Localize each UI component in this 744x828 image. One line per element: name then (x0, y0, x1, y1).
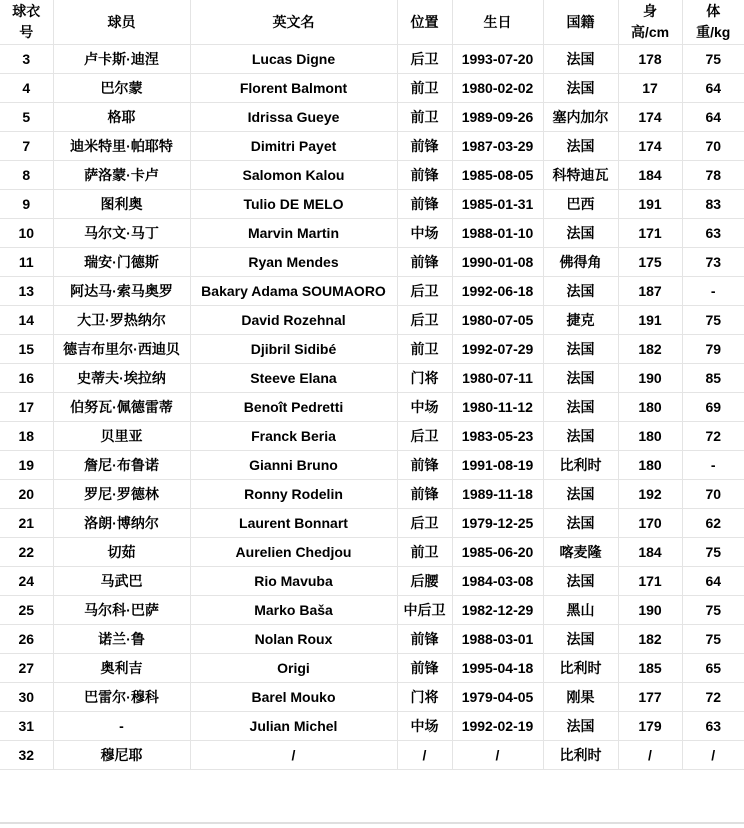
cell-height: 178 (618, 45, 682, 74)
table-row (0, 74, 744, 103)
cell-position: 前卫 (397, 335, 452, 364)
column-header-jersey: 球衣号 (0, 0, 53, 45)
cell-name-en: Franck Beria (190, 422, 397, 451)
cell-birthday: 1980-02-02 (452, 74, 543, 103)
table-row (0, 393, 744, 422)
cell-weight: 75 (682, 306, 744, 335)
cell-weight: 75 (682, 625, 744, 654)
cell-jersey: 8 (0, 161, 53, 190)
cell-position: 前卫 (397, 103, 452, 132)
cell-nationality: 比利时 (543, 741, 618, 770)
cell-position: 后卫 (397, 509, 452, 538)
cell-player: 贝里亚 (53, 422, 190, 451)
table-row (0, 480, 744, 509)
cell-nationality: 法国 (543, 480, 618, 509)
cell-player: 马尔科·巴萨 (53, 596, 190, 625)
table-body (0, 45, 744, 770)
cell-jersey: 3 (0, 45, 53, 74)
cell-height: 17 (618, 74, 682, 103)
cell-name-en: / (190, 741, 397, 770)
cell-jersey: 25 (0, 596, 53, 625)
column-header-position: 位置 (397, 0, 452, 45)
cell-name-en: Barel Mouko (190, 683, 397, 712)
cell-birthday: 1992-02-19 (452, 712, 543, 741)
cell-name-en: Benoît Pedretti (190, 393, 397, 422)
cell-nationality: 黑山 (543, 596, 618, 625)
cell-birthday: 1980-07-11 (452, 364, 543, 393)
cell-nationality: 塞内加尔 (543, 103, 618, 132)
cell-position: 后卫 (397, 422, 452, 451)
cell-player: - (53, 712, 190, 741)
cell-birthday: 1985-01-31 (452, 190, 543, 219)
cell-weight: 70 (682, 132, 744, 161)
cell-birthday: 1985-06-20 (452, 538, 543, 567)
table-row (0, 451, 744, 480)
table-row (0, 567, 744, 596)
cell-position: 前锋 (397, 190, 452, 219)
cell-height: 182 (618, 335, 682, 364)
cell-birthday: 1992-06-18 (452, 277, 543, 306)
cell-birthday: 1989-11-18 (452, 480, 543, 509)
cell-height: 182 (618, 625, 682, 654)
cell-jersey: 26 (0, 625, 53, 654)
cell-player: 萨洛蒙·卡卢 (53, 161, 190, 190)
table-row (0, 538, 744, 567)
cell-player: 穆尼耶 (53, 741, 190, 770)
header-row (0, 0, 744, 45)
cell-player: 詹尼·布鲁诺 (53, 451, 190, 480)
cell-player: 切茹 (53, 538, 190, 567)
cell-jersey: 32 (0, 741, 53, 770)
table-row (0, 306, 744, 335)
cell-weight: 62 (682, 509, 744, 538)
column-header-player: 球员 (53, 0, 190, 45)
cell-height: 190 (618, 596, 682, 625)
cell-weight: 83 (682, 190, 744, 219)
cell-player: 格耶 (53, 103, 190, 132)
cell-name-en: Tulio DE MELO (190, 190, 397, 219)
table-row (0, 248, 744, 277)
cell-name-en: Rio Mavuba (190, 567, 397, 596)
cell-name-en: Steeve Elana (190, 364, 397, 393)
cell-name-en: Gianni Bruno (190, 451, 397, 480)
table-row (0, 712, 744, 741)
cell-birthday: 1979-04-05 (452, 683, 543, 712)
table-row (0, 625, 744, 654)
cell-nationality: 佛得角 (543, 248, 618, 277)
cell-player: 罗尼·罗德林 (53, 480, 190, 509)
table-row (0, 45, 744, 74)
cell-birthday: 1988-03-01 (452, 625, 543, 654)
cell-weight: 72 (682, 683, 744, 712)
cell-position: / (397, 741, 452, 770)
cell-name-en: Djibril Sidibé (190, 335, 397, 364)
cell-birthday: 1982-12-29 (452, 596, 543, 625)
cell-nationality: 巴西 (543, 190, 618, 219)
cell-jersey: 19 (0, 451, 53, 480)
cell-weight: 73 (682, 248, 744, 277)
cell-position: 中后卫 (397, 596, 452, 625)
table-row (0, 335, 744, 364)
cell-nationality: 法国 (543, 277, 618, 306)
cell-jersey: 31 (0, 712, 53, 741)
cell-position: 前卫 (397, 74, 452, 103)
cell-height: 180 (618, 393, 682, 422)
cell-player: 马尔文·马丁 (53, 219, 190, 248)
cell-jersey: 4 (0, 74, 53, 103)
cell-position: 后卫 (397, 277, 452, 306)
cell-nationality: 法国 (543, 335, 618, 364)
cell-height: 180 (618, 451, 682, 480)
table-row (0, 190, 744, 219)
cell-nationality: 刚果 (543, 683, 618, 712)
cell-nationality: 比利时 (543, 654, 618, 683)
cell-jersey: 9 (0, 190, 53, 219)
cell-height: 175 (618, 248, 682, 277)
cell-birthday: 1980-07-05 (452, 306, 543, 335)
cell-name-en: Laurent Bonnart (190, 509, 397, 538)
cell-jersey: 7 (0, 132, 53, 161)
cell-birthday: 1992-07-29 (452, 335, 543, 364)
column-header-nationality: 国籍 (543, 0, 618, 45)
cell-weight: 64 (682, 567, 744, 596)
cell-birthday: 1991-08-19 (452, 451, 543, 480)
cell-jersey: 15 (0, 335, 53, 364)
cell-weight: 70 (682, 480, 744, 509)
cell-height: 190 (618, 364, 682, 393)
cell-player: 伯努瓦·佩德雷蒂 (53, 393, 190, 422)
cell-height: 174 (618, 132, 682, 161)
cell-nationality: 法国 (543, 567, 618, 596)
table-row (0, 654, 744, 683)
cell-weight: 72 (682, 422, 744, 451)
table-row (0, 422, 744, 451)
cell-weight: - (682, 277, 744, 306)
cell-player: 迪米特里·帕耶特 (53, 132, 190, 161)
cell-nationality: 法国 (543, 712, 618, 741)
column-header-birthday: 生日 (452, 0, 543, 45)
cell-jersey: 14 (0, 306, 53, 335)
cell-height: 174 (618, 103, 682, 132)
cell-nationality: 比利时 (543, 451, 618, 480)
cell-height: 177 (618, 683, 682, 712)
cell-birthday: 1983-05-23 (452, 422, 543, 451)
cell-height: 191 (618, 306, 682, 335)
cell-position: 门将 (397, 683, 452, 712)
cell-jersey: 13 (0, 277, 53, 306)
table-row (0, 103, 744, 132)
column-header-height: 身高/cm (618, 0, 682, 45)
cell-player: 巴雷尔·穆科 (53, 683, 190, 712)
cell-weight: 75 (682, 596, 744, 625)
cell-player: 巴尔蒙 (53, 74, 190, 103)
cell-position: 后卫 (397, 306, 452, 335)
cell-player: 大卫·罗热纳尔 (53, 306, 190, 335)
cell-birthday: 1988-01-10 (452, 219, 543, 248)
cell-weight: 63 (682, 219, 744, 248)
cell-jersey: 21 (0, 509, 53, 538)
cell-birthday: 1989-09-26 (452, 103, 543, 132)
cell-name-en: Ryan Mendes (190, 248, 397, 277)
column-header-weight: 体重/kg (682, 0, 744, 45)
cell-birthday: 1985-08-05 (452, 161, 543, 190)
cell-position: 前锋 (397, 132, 452, 161)
cell-player: 洛朗·博纳尔 (53, 509, 190, 538)
cell-nationality: 法国 (543, 45, 618, 74)
cell-position: 前锋 (397, 451, 452, 480)
table-row (0, 683, 744, 712)
cell-height: 171 (618, 219, 682, 248)
table-row (0, 161, 744, 190)
cell-name-en: Origi (190, 654, 397, 683)
cell-player: 诺兰·鲁 (53, 625, 190, 654)
cell-position: 中场 (397, 393, 452, 422)
cell-jersey: 5 (0, 103, 53, 132)
cell-jersey: 30 (0, 683, 53, 712)
cell-position: 前锋 (397, 248, 452, 277)
cell-player: 图利奥 (53, 190, 190, 219)
cell-position: 中场 (397, 219, 452, 248)
cell-jersey: 10 (0, 219, 53, 248)
cell-height: 179 (618, 712, 682, 741)
cell-birthday: 1995-04-18 (452, 654, 543, 683)
cell-weight: 75 (682, 538, 744, 567)
cell-nationality: 法国 (543, 393, 618, 422)
table-row (0, 132, 744, 161)
cell-player: 史蒂夫·埃拉纳 (53, 364, 190, 393)
cell-jersey: 20 (0, 480, 53, 509)
cell-position: 门将 (397, 364, 452, 393)
cell-birthday: 1979-12-25 (452, 509, 543, 538)
cell-nationality: 法国 (543, 219, 618, 248)
cell-jersey: 22 (0, 538, 53, 567)
cell-player: 奥利吉 (53, 654, 190, 683)
cell-name-en: Dimitri Payet (190, 132, 397, 161)
cell-height: 170 (618, 509, 682, 538)
cell-birthday: 1990-01-08 (452, 248, 543, 277)
table-row (0, 509, 744, 538)
column-header-name-en: 英文名 (190, 0, 397, 45)
cell-name-en: Salomon Kalou (190, 161, 397, 190)
cell-nationality: 法国 (543, 132, 618, 161)
cell-birthday: / (452, 741, 543, 770)
cell-height: 192 (618, 480, 682, 509)
cell-birthday: 1987-03-29 (452, 132, 543, 161)
cell-position: 中场 (397, 712, 452, 741)
cell-name-en: Ronny Rodelin (190, 480, 397, 509)
cell-player: 德吉布里尔·西迪贝 (53, 335, 190, 364)
cell-weight: - (682, 451, 744, 480)
table-row (0, 277, 744, 306)
cell-nationality: 喀麦隆 (543, 538, 618, 567)
cell-jersey: 17 (0, 393, 53, 422)
cell-nationality: 法国 (543, 422, 618, 451)
cell-name-en: Lucas Digne (190, 45, 397, 74)
cell-weight: 64 (682, 74, 744, 103)
cell-position: 前锋 (397, 625, 452, 654)
table-row (0, 596, 744, 625)
cell-player: 瑞安·门德斯 (53, 248, 190, 277)
cell-player: 卢卡斯·迪涅 (53, 45, 190, 74)
cell-jersey: 27 (0, 654, 53, 683)
cell-position: 前锋 (397, 480, 452, 509)
cell-height: 191 (618, 190, 682, 219)
cell-height: 184 (618, 538, 682, 567)
cell-name-en: Aurelien Chedjou (190, 538, 397, 567)
cell-jersey: 24 (0, 567, 53, 596)
cell-height: 180 (618, 422, 682, 451)
cell-weight: 78 (682, 161, 744, 190)
cell-nationality: 捷克 (543, 306, 618, 335)
cell-nationality: 法国 (543, 74, 618, 103)
cell-nationality: 科特迪瓦 (543, 161, 618, 190)
bottom-divider (0, 822, 744, 824)
cell-birthday: 1993-07-20 (452, 45, 543, 74)
cell-weight: 85 (682, 364, 744, 393)
cell-name-en: Nolan Roux (190, 625, 397, 654)
cell-weight: 79 (682, 335, 744, 364)
cell-name-en: Bakary Adama SOUMAORO (190, 277, 397, 306)
cell-height: / (618, 741, 682, 770)
cell-weight: 63 (682, 712, 744, 741)
cell-height: 185 (618, 654, 682, 683)
table-row (0, 219, 744, 248)
cell-name-en: Marvin Martin (190, 219, 397, 248)
cell-weight: 75 (682, 45, 744, 74)
cell-birthday: 1980-11-12 (452, 393, 543, 422)
cell-nationality: 法国 (543, 625, 618, 654)
cell-position: 前锋 (397, 654, 452, 683)
cell-weight: 65 (682, 654, 744, 683)
cell-jersey: 16 (0, 364, 53, 393)
cell-jersey: 11 (0, 248, 53, 277)
cell-weight: 69 (682, 393, 744, 422)
cell-nationality: 法国 (543, 509, 618, 538)
cell-player: 阿达马·索马奥罗 (53, 277, 190, 306)
cell-height: 187 (618, 277, 682, 306)
cell-jersey: 18 (0, 422, 53, 451)
cell-height: 184 (618, 161, 682, 190)
cell-birthday: 1984-03-08 (452, 567, 543, 596)
cell-name-en: Idrissa Gueye (190, 103, 397, 132)
cell-position: 后卫 (397, 45, 452, 74)
table-row (0, 364, 744, 393)
cell-position: 后腰 (397, 567, 452, 596)
cell-name-en: Florent Balmont (190, 74, 397, 103)
cell-weight: / (682, 741, 744, 770)
cell-nationality: 法国 (543, 364, 618, 393)
cell-name-en: Marko Baša (190, 596, 397, 625)
cell-height: 171 (618, 567, 682, 596)
cell-position: 前卫 (397, 538, 452, 567)
cell-name-en: Julian Michel (190, 712, 397, 741)
table-header (0, 0, 744, 45)
cell-weight: 64 (682, 103, 744, 132)
cell-name-en: David Rozehnal (190, 306, 397, 335)
table-row (0, 741, 744, 770)
cell-position: 前锋 (397, 161, 452, 190)
cell-player: 马武巴 (53, 567, 190, 596)
